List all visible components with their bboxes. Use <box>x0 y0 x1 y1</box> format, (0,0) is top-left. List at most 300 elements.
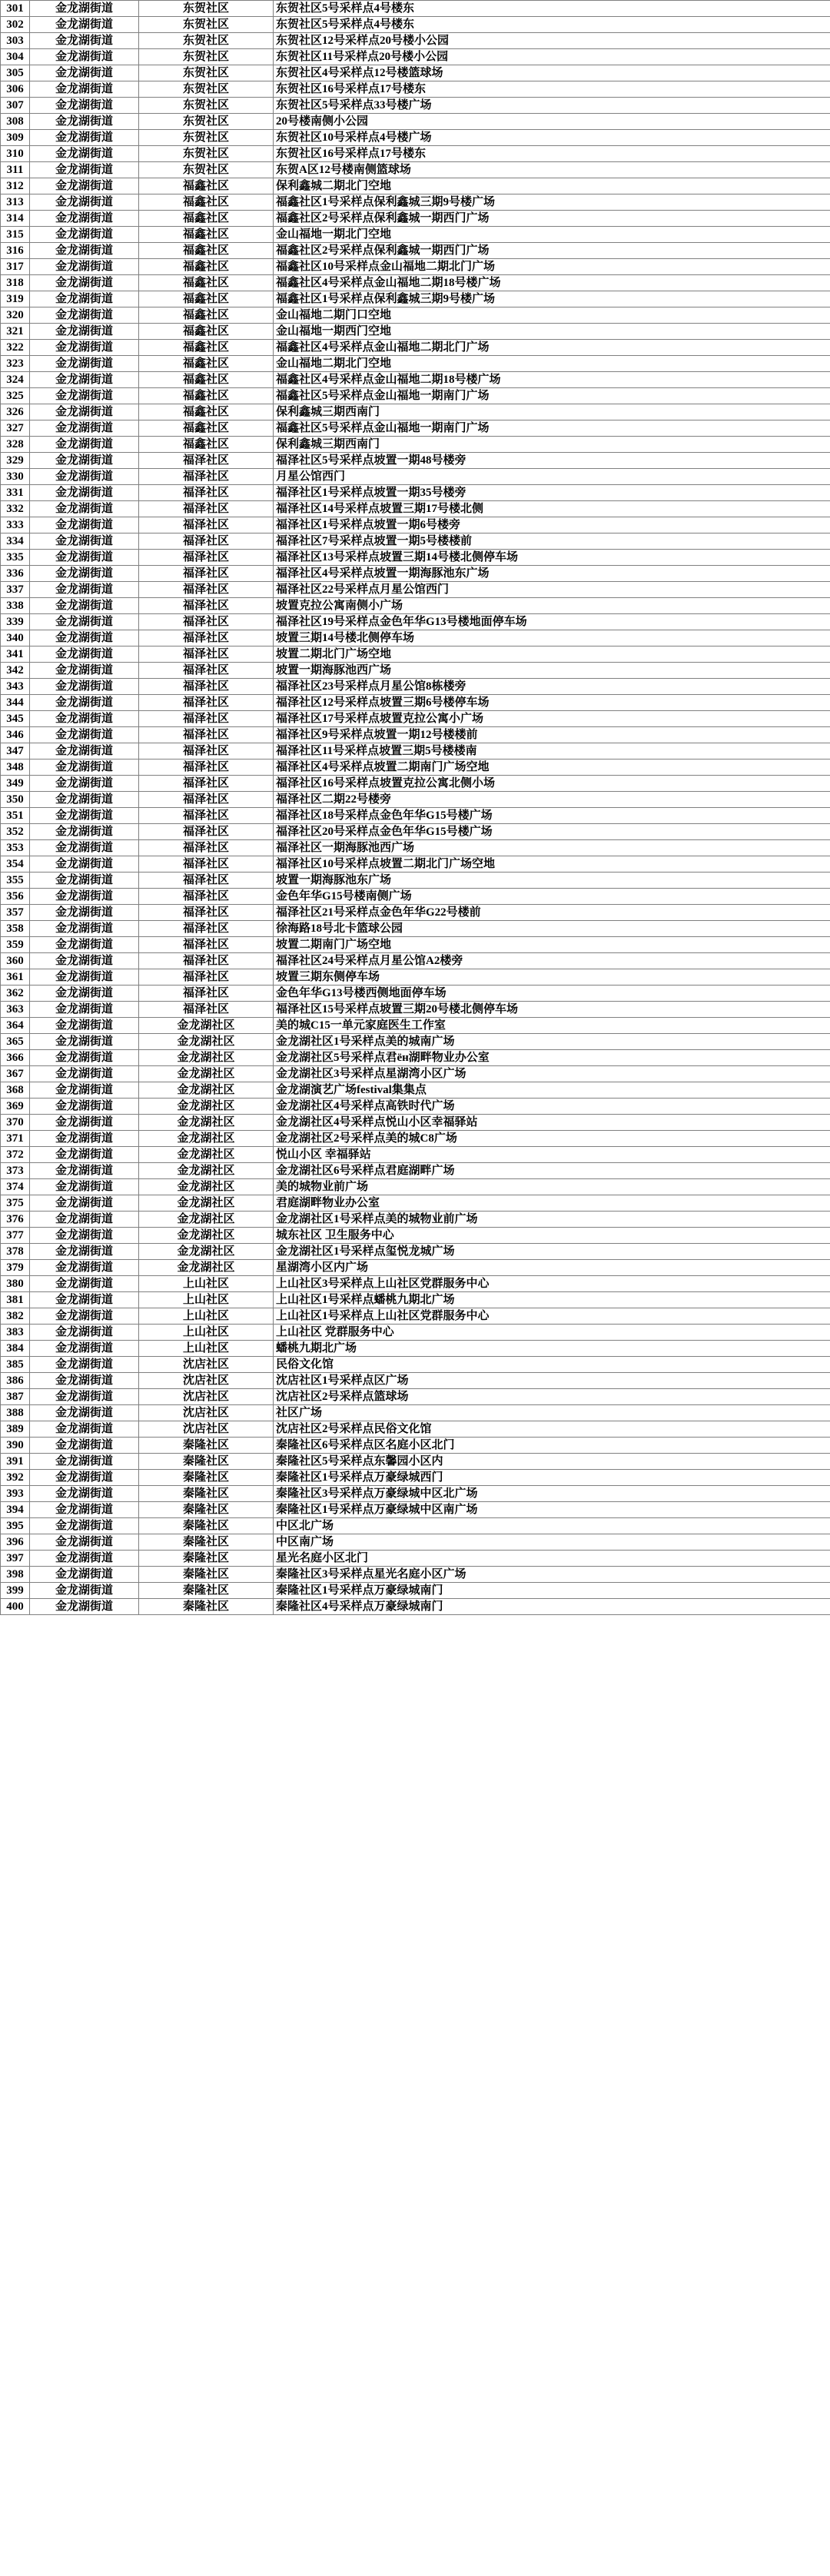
cell-community: 金龙湖社区 <box>139 1260 274 1276</box>
table-row <box>1 953 830 969</box>
cell-community: 福泽社区 <box>139 856 274 873</box>
cell-index: 303 <box>1 33 30 49</box>
cell-community: 福泽社区 <box>139 614 274 630</box>
cell-street: 金龙湖街道 <box>30 1018 139 1034</box>
cell-street: 金龙湖街道 <box>30 986 139 1002</box>
table-body <box>1 1 830 1615</box>
cell-street: 金龙湖街道 <box>30 840 139 856</box>
cell-community: 福泽社区 <box>139 840 274 856</box>
cell-site: 福泽社区4号采样点坡置二期南门广场空地 <box>274 760 830 776</box>
cell-community: 福鑫社区 <box>139 194 274 211</box>
cell-index: 305 <box>1 65 30 81</box>
table-row <box>1 227 830 243</box>
cell-index: 394 <box>1 1502 30 1518</box>
cell-index: 350 <box>1 792 30 808</box>
cell-site: 上山社区 党群服务中心 <box>274 1325 830 1341</box>
table-row <box>1 1421 830 1438</box>
cell-site: 沈店社区2号采样点篮球场 <box>274 1389 830 1405</box>
cell-site: 东贺社区12号采样点20号楼小公园 <box>274 33 830 49</box>
cell-community: 福泽社区 <box>139 969 274 986</box>
cell-street: 金龙湖街道 <box>30 856 139 873</box>
cell-street: 金龙湖街道 <box>30 905 139 921</box>
cell-community: 福泽社区 <box>139 517 274 533</box>
cell-site: 秦隆社区1号采样点万豪绿城南门 <box>274 1583 830 1599</box>
cell-site: 美的城物业前广场 <box>274 1179 830 1195</box>
cell-index: 328 <box>1 437 30 453</box>
cell-street: 金龙湖街道 <box>30 1551 139 1567</box>
cell-street: 金龙湖街道 <box>30 598 139 614</box>
table-row <box>1 1115 830 1131</box>
cell-index: 356 <box>1 889 30 905</box>
cell-community: 金龙湖社区 <box>139 1034 274 1050</box>
cell-street: 金龙湖街道 <box>30 98 139 114</box>
cell-index: 332 <box>1 501 30 517</box>
table-row <box>1 840 830 856</box>
cell-street: 金龙湖街道 <box>30 1034 139 1050</box>
cell-index: 359 <box>1 937 30 953</box>
cell-street: 金龙湖街道 <box>30 727 139 743</box>
table-row <box>1 517 830 533</box>
cell-community: 金龙湖社区 <box>139 1099 274 1115</box>
cell-street: 金龙湖街道 <box>30 130 139 146</box>
cell-site: 福泽社区16号采样点坡置克拉公寓北侧小场 <box>274 776 830 792</box>
cell-street: 金龙湖街道 <box>30 743 139 760</box>
cell-community: 上山社区 <box>139 1276 274 1292</box>
cell-site: 福泽社区18号采样点金色年华G15号楼广场 <box>274 808 830 824</box>
table-row <box>1 646 830 663</box>
table-row <box>1 1518 830 1534</box>
cell-street: 金龙湖街道 <box>30 211 139 227</box>
cell-index: 311 <box>1 162 30 178</box>
cell-street: 金龙湖街道 <box>30 1050 139 1066</box>
cell-site: 保利鑫城三期西南门 <box>274 404 830 420</box>
table-row <box>1 1099 830 1115</box>
cell-community: 福鑫社区 <box>139 404 274 420</box>
cell-index: 321 <box>1 324 30 340</box>
table-row <box>1 808 830 824</box>
cell-index: 370 <box>1 1115 30 1131</box>
cell-community: 福泽社区 <box>139 711 274 727</box>
cell-community: 秦隆社区 <box>139 1438 274 1454</box>
cell-site: 东贺社区5号采样点4号楼东 <box>274 17 830 33</box>
cell-community: 金龙湖社区 <box>139 1163 274 1179</box>
cell-community: 福泽社区 <box>139 485 274 501</box>
cell-site: 金山福地二期北门空地 <box>274 356 830 372</box>
table-row <box>1 937 830 953</box>
cell-community: 福鑫社区 <box>139 420 274 437</box>
cell-index: 369 <box>1 1099 30 1115</box>
table-row <box>1 1389 830 1405</box>
cell-street: 金龙湖街道 <box>30 324 139 340</box>
cell-site: 徐海路18号北卡篮球公园 <box>274 921 830 937</box>
cell-index: 357 <box>1 905 30 921</box>
cell-street: 金龙湖街道 <box>30 695 139 711</box>
cell-site: 福泽社区17号采样点坡置克拉公寓小广场 <box>274 711 830 727</box>
cell-community: 福泽社区 <box>139 776 274 792</box>
cell-community: 东贺社区 <box>139 65 274 81</box>
cell-community: 福鑫社区 <box>139 291 274 307</box>
table-row <box>1 969 830 986</box>
cell-index: 330 <box>1 469 30 485</box>
cell-site: 福泽社区1号采样点坡置一期35号楼旁 <box>274 485 830 501</box>
cell-site: 福泽社区13号采样点坡置三期14号楼北侧停车场 <box>274 550 830 566</box>
table-row <box>1 291 830 307</box>
cell-site: 东贺社区16号采样点17号楼东 <box>274 81 830 98</box>
cell-community: 福鑫社区 <box>139 324 274 340</box>
cell-site: 坡置一期海豚池西广场 <box>274 663 830 679</box>
table-row <box>1 856 830 873</box>
cell-street: 金龙湖街道 <box>30 760 139 776</box>
cell-index: 352 <box>1 824 30 840</box>
cell-site: 保利鑫城三期西南门 <box>274 437 830 453</box>
table-row <box>1 1131 830 1147</box>
cell-site: 上山社区3号采样点上山社区党群服务中心 <box>274 1276 830 1292</box>
cell-site: 福泽社区19号采样点金色年华G13号楼地面停车场 <box>274 614 830 630</box>
cell-index: 373 <box>1 1163 30 1179</box>
cell-community: 福鑫社区 <box>139 178 274 194</box>
cell-street: 金龙湖街道 <box>30 146 139 162</box>
cell-community: 福泽社区 <box>139 792 274 808</box>
cell-street: 金龙湖街道 <box>30 291 139 307</box>
table-row <box>1 130 830 146</box>
table-row <box>1 1567 830 1583</box>
cell-street: 金龙湖街道 <box>30 404 139 420</box>
table-row <box>1 1228 830 1244</box>
cell-site: 坡置一期海豚池东广场 <box>274 873 830 889</box>
cell-index: 348 <box>1 760 30 776</box>
cell-site: 福鑫社区2号采样点保利鑫城一期西门广场 <box>274 243 830 259</box>
cell-street: 金龙湖街道 <box>30 1438 139 1454</box>
cell-community: 福鑫社区 <box>139 259 274 275</box>
cell-index: 313 <box>1 194 30 211</box>
cell-street: 金龙湖街道 <box>30 1567 139 1583</box>
cell-street: 金龙湖街道 <box>30 711 139 727</box>
cell-community: 福鑫社区 <box>139 243 274 259</box>
table-row <box>1 1082 830 1099</box>
table-row <box>1 211 830 227</box>
cell-street: 金龙湖街道 <box>30 566 139 582</box>
table-row <box>1 727 830 743</box>
cell-street: 金龙湖街道 <box>30 1179 139 1195</box>
cell-community: 福泽社区 <box>139 663 274 679</box>
table-row <box>1 1163 830 1179</box>
cell-community: 福泽社区 <box>139 566 274 582</box>
table-row <box>1 437 830 453</box>
cell-site: 东贺社区11号采样点20号楼小公园 <box>274 49 830 65</box>
cell-community: 沈店社区 <box>139 1357 274 1373</box>
cell-index: 377 <box>1 1228 30 1244</box>
cell-community: 上山社区 <box>139 1308 274 1325</box>
table-row <box>1 792 830 808</box>
cell-index: 344 <box>1 695 30 711</box>
cell-community: 金龙湖社区 <box>139 1131 274 1147</box>
table-row <box>1 194 830 211</box>
cell-site: 福鑫社区1号采样点保利鑫城三期9号楼广场 <box>274 194 830 211</box>
table-row <box>1 824 830 840</box>
cell-community: 秦隆社区 <box>139 1518 274 1534</box>
cell-street: 金龙湖街道 <box>30 114 139 130</box>
cell-site: 金龙湖社区1号采样点美的城南广场 <box>274 1034 830 1050</box>
cell-index: 395 <box>1 1518 30 1534</box>
cell-street: 金龙湖街道 <box>30 663 139 679</box>
cell-index: 301 <box>1 1 30 17</box>
cell-site: 福泽社区5号采样点坡置一期48号楼旁 <box>274 453 830 469</box>
table-row <box>1 582 830 598</box>
cell-index: 391 <box>1 1454 30 1470</box>
table-row <box>1 598 830 614</box>
cell-site: 社区广场 <box>274 1405 830 1421</box>
cell-site: 上山社区1号采样点上山社区党群服务中心 <box>274 1308 830 1325</box>
cell-site: 金龙湖社区2号采样点美的城C8广场 <box>274 1131 830 1147</box>
cell-street: 金龙湖街道 <box>30 1163 139 1179</box>
cell-index: 393 <box>1 1486 30 1502</box>
cell-index: 339 <box>1 614 30 630</box>
cell-street: 金龙湖街道 <box>30 953 139 969</box>
cell-index: 390 <box>1 1438 30 1454</box>
cell-site: 中区北广场 <box>274 1518 830 1534</box>
cell-site: 坡置三期东侧停车场 <box>274 969 830 986</box>
cell-community: 福泽社区 <box>139 889 274 905</box>
cell-site: 蟠桃九期北广场 <box>274 1341 830 1357</box>
cell-site: 金山福地一期北门空地 <box>274 227 830 243</box>
cell-index: 302 <box>1 17 30 33</box>
cell-index: 368 <box>1 1082 30 1099</box>
cell-index: 333 <box>1 517 30 533</box>
cell-community: 福泽社区 <box>139 469 274 485</box>
cell-community: 秦隆社区 <box>139 1470 274 1486</box>
cell-site: 福泽社区12号采样点坡置三期6号楼停车场 <box>274 695 830 711</box>
cell-street: 金龙湖街道 <box>30 1599 139 1615</box>
cell-community: 沈店社区 <box>139 1373 274 1389</box>
table-row <box>1 1212 830 1228</box>
cell-site: 福泽社区15号采样点坡置三期20号楼北侧停车场 <box>274 1002 830 1018</box>
cell-site: 金龙湖社区1号采样点玺悦龙城广场 <box>274 1244 830 1260</box>
cell-street: 金龙湖街道 <box>30 17 139 33</box>
table-row <box>1 1551 830 1567</box>
cell-street: 金龙湖街道 <box>30 243 139 259</box>
table-row <box>1 162 830 178</box>
cell-index: 387 <box>1 1389 30 1405</box>
table-row <box>1 65 830 81</box>
cell-index: 388 <box>1 1405 30 1421</box>
table-row <box>1 1599 830 1615</box>
cell-index: 347 <box>1 743 30 760</box>
cell-community: 福鑫社区 <box>139 211 274 227</box>
cell-community: 福鑫社区 <box>139 388 274 404</box>
cell-street: 金龙湖街道 <box>30 49 139 65</box>
cell-site: 中区南广场 <box>274 1534 830 1551</box>
cell-site: 金山福地一期西门空地 <box>274 324 830 340</box>
table-row <box>1 453 830 469</box>
cell-index: 381 <box>1 1292 30 1308</box>
cell-site: 福泽社区9号采样点坡置一期12号楼楼前 <box>274 727 830 743</box>
cell-index: 385 <box>1 1357 30 1373</box>
cell-street: 金龙湖街道 <box>30 1131 139 1147</box>
table-row <box>1 275 830 291</box>
cell-index: 366 <box>1 1050 30 1066</box>
table-row <box>1 1405 830 1421</box>
cell-community: 东贺社区 <box>139 162 274 178</box>
table-row <box>1 711 830 727</box>
cell-street: 金龙湖街道 <box>30 1115 139 1131</box>
cell-index: 304 <box>1 49 30 65</box>
cell-street: 金龙湖街道 <box>30 808 139 824</box>
table-row <box>1 340 830 356</box>
cell-index: 340 <box>1 630 30 646</box>
cell-community: 金龙湖社区 <box>139 1195 274 1212</box>
cell-community: 福泽社区 <box>139 873 274 889</box>
cell-street: 金龙湖街道 <box>30 1373 139 1389</box>
table-row <box>1 1244 830 1260</box>
table-row <box>1 566 830 582</box>
cell-street: 金龙湖街道 <box>30 1260 139 1276</box>
cell-site: 悦山小区 幸福驿站 <box>274 1147 830 1163</box>
table-row <box>1 1357 830 1373</box>
cell-community: 秦隆社区 <box>139 1551 274 1567</box>
cell-site: 城东社区 卫生服务中心 <box>274 1228 830 1244</box>
cell-site: 秦隆社区3号采样点星光名庭小区广场 <box>274 1567 830 1583</box>
cell-street: 金龙湖街道 <box>30 33 139 49</box>
cell-index: 337 <box>1 582 30 598</box>
cell-community: 金龙湖社区 <box>139 1228 274 1244</box>
table-row <box>1 420 830 437</box>
cell-index: 351 <box>1 808 30 824</box>
cell-street: 金龙湖街道 <box>30 1212 139 1228</box>
cell-community: 上山社区 <box>139 1341 274 1357</box>
cell-community: 金龙湖社区 <box>139 1179 274 1195</box>
cell-community: 东贺社区 <box>139 49 274 65</box>
cell-community: 福泽社区 <box>139 808 274 824</box>
cell-street: 金龙湖街道 <box>30 1228 139 1244</box>
cell-community: 福泽社区 <box>139 921 274 937</box>
cell-site: 美的城C15一单元家庭医生工作室 <box>274 1018 830 1034</box>
cell-street: 金龙湖街道 <box>30 178 139 194</box>
cell-index: 378 <box>1 1244 30 1260</box>
table-row <box>1 873 830 889</box>
cell-index: 383 <box>1 1325 30 1341</box>
table-row <box>1 1470 830 1486</box>
cell-community: 福泽社区 <box>139 986 274 1002</box>
table-row <box>1 1276 830 1292</box>
cell-site: 上山社区1号采样点蟠桃九期北广场 <box>274 1292 830 1308</box>
cell-street: 金龙湖街道 <box>30 388 139 404</box>
cell-index: 349 <box>1 776 30 792</box>
cell-community: 福泽社区 <box>139 727 274 743</box>
cell-street: 金龙湖街道 <box>30 65 139 81</box>
table-row <box>1 663 830 679</box>
cell-community: 秦隆社区 <box>139 1454 274 1470</box>
cell-site: 秦隆社区1号采样点万豪绿城中区南广场 <box>274 1502 830 1518</box>
cell-index: 314 <box>1 211 30 227</box>
cell-community: 福泽社区 <box>139 646 274 663</box>
table-row <box>1 1486 830 1502</box>
cell-index: 324 <box>1 372 30 388</box>
cell-street: 金龙湖街道 <box>30 614 139 630</box>
cell-community: 福泽社区 <box>139 743 274 760</box>
table-row <box>1 1179 830 1195</box>
cell-site: 20号楼南侧小公园 <box>274 114 830 130</box>
cell-site: 福泽社区二期22号楼旁 <box>274 792 830 808</box>
cell-site: 金色年华G15号楼南侧广场 <box>274 889 830 905</box>
table-row <box>1 1373 830 1389</box>
cell-street: 金龙湖街道 <box>30 1421 139 1438</box>
table-row <box>1 49 830 65</box>
table-row <box>1 356 830 372</box>
cell-site: 秦隆社区4号采样点万豪绿城南门 <box>274 1599 830 1615</box>
cell-community: 东贺社区 <box>139 33 274 49</box>
cell-community: 秦隆社区 <box>139 1534 274 1551</box>
cell-index: 397 <box>1 1551 30 1567</box>
cell-index: 309 <box>1 130 30 146</box>
cell-street: 金龙湖街道 <box>30 937 139 953</box>
cell-street: 金龙湖街道 <box>30 501 139 517</box>
cell-street: 金龙湖街道 <box>30 259 139 275</box>
cell-index: 375 <box>1 1195 30 1212</box>
cell-index: 319 <box>1 291 30 307</box>
table-row <box>1 1292 830 1308</box>
table-row <box>1 905 830 921</box>
cell-street: 金龙湖街道 <box>30 1244 139 1260</box>
cell-index: 316 <box>1 243 30 259</box>
cell-site: 秦隆社区3号采样点万豪绿城中区北广场 <box>274 1486 830 1502</box>
cell-index: 327 <box>1 420 30 437</box>
cell-street: 金龙湖街道 <box>30 81 139 98</box>
cell-community: 东贺社区 <box>139 98 274 114</box>
cell-community: 福泽社区 <box>139 953 274 969</box>
cell-index: 396 <box>1 1534 30 1551</box>
cell-index: 310 <box>1 146 30 162</box>
cell-street: 金龙湖街道 <box>30 1002 139 1018</box>
cell-street: 金龙湖街道 <box>30 824 139 840</box>
cell-street: 金龙湖街道 <box>30 275 139 291</box>
cell-community: 福鑫社区 <box>139 307 274 324</box>
cell-community: 金龙湖社区 <box>139 1018 274 1034</box>
cell-site: 福泽社区10号采样点坡置二期北门广场空地 <box>274 856 830 873</box>
table-row <box>1 33 830 49</box>
cell-community: 福泽社区 <box>139 905 274 921</box>
cell-site: 东贺社区5号采样点4号楼东 <box>274 1 830 17</box>
cell-street: 金龙湖街道 <box>30 372 139 388</box>
cell-index: 345 <box>1 711 30 727</box>
cell-index: 376 <box>1 1212 30 1228</box>
cell-street: 金龙湖街道 <box>30 1325 139 1341</box>
table-row <box>1 146 830 162</box>
table-row <box>1 469 830 485</box>
table-row <box>1 679 830 695</box>
table-row <box>1 1454 830 1470</box>
cell-site: 坡置三期14号楼北侧停车场 <box>274 630 830 646</box>
cell-street: 金龙湖街道 <box>30 646 139 663</box>
cell-site: 福鑫社区5号采样点金山福地一期南门广场 <box>274 420 830 437</box>
cell-index: 307 <box>1 98 30 114</box>
cell-community: 福泽社区 <box>139 598 274 614</box>
cell-street: 金龙湖街道 <box>30 1534 139 1551</box>
cell-street: 金龙湖街道 <box>30 437 139 453</box>
cell-street: 金龙湖街道 <box>30 162 139 178</box>
cell-community: 沈店社区 <box>139 1405 274 1421</box>
cell-community: 上山社区 <box>139 1292 274 1308</box>
cell-street: 金龙湖街道 <box>30 582 139 598</box>
cell-street: 金龙湖街道 <box>30 792 139 808</box>
cell-street: 金龙湖街道 <box>30 1405 139 1421</box>
cell-site: 君庭湖畔物业办公室 <box>274 1195 830 1212</box>
cell-site: 福鑫社区5号采样点金山福地一期南门广场 <box>274 388 830 404</box>
cell-street: 金龙湖街道 <box>30 1454 139 1470</box>
cell-index: 361 <box>1 969 30 986</box>
cell-street: 金龙湖街道 <box>30 550 139 566</box>
cell-index: 322 <box>1 340 30 356</box>
cell-street: 金龙湖街道 <box>30 1308 139 1325</box>
